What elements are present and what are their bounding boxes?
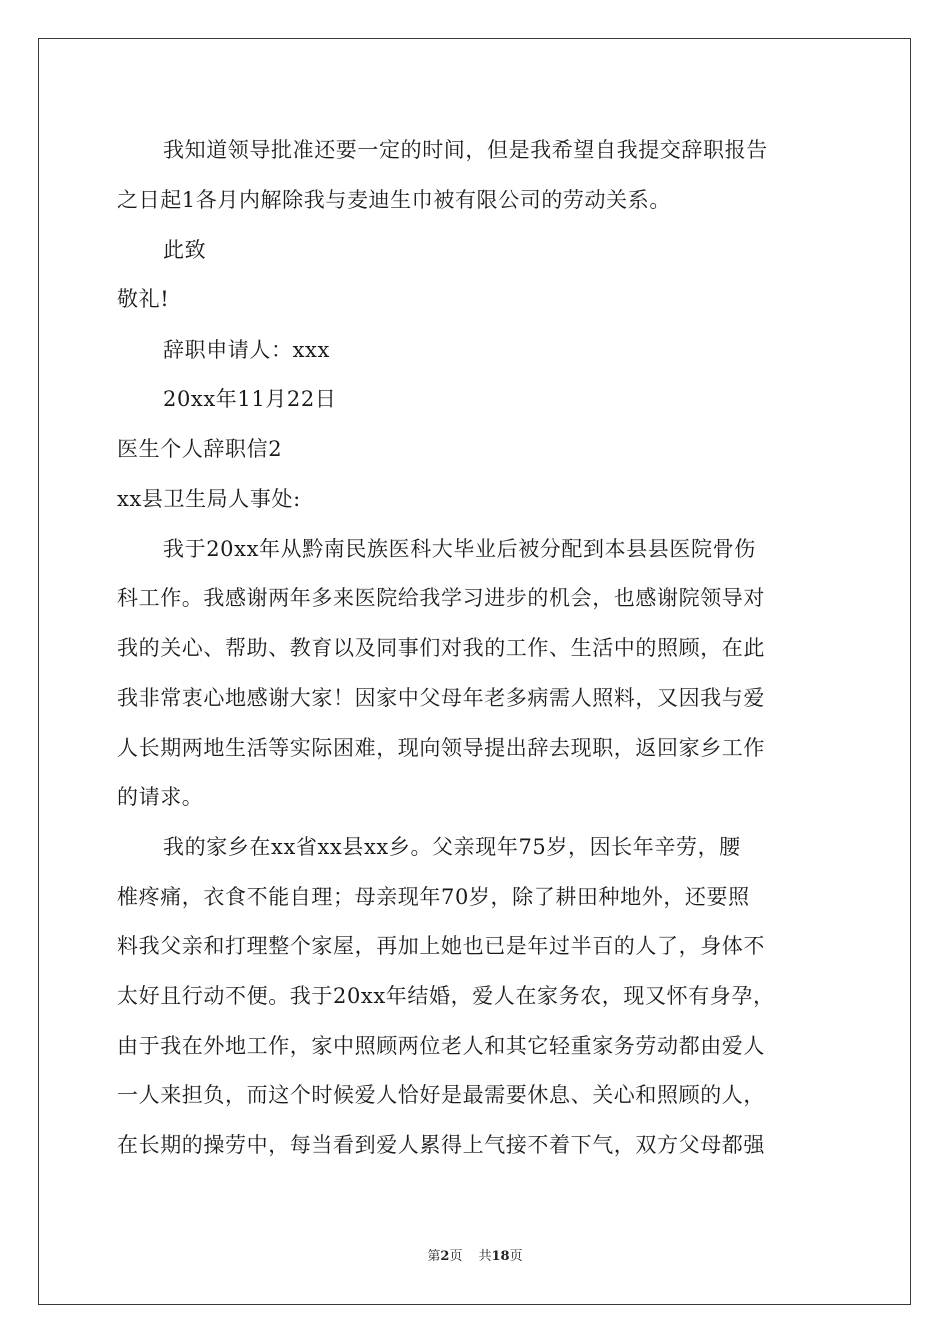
section-title: 医生个人辞职信2 [117,437,283,461]
page-suffix: 页 [449,1249,463,1264]
body-line: 在长期的操劳中，每当看到爱人累得上气接不着下气，双方父母都强 [117,1133,765,1157]
body-line: 太好且行动不便。我于20xx年结婚，爱人在家务农，现又怀有身孕， [117,984,775,1008]
signature-applicant: 辞职申请人：xxx [163,338,330,362]
body-line: 我非常衷心地感谢大家！因家中父母年老多病需人照料，又因我与爱 [117,686,765,710]
body-line: 我知道领导批准还要一定的时间，但是我希望自我提交辞职报告 [163,138,768,162]
body-line: 一人来担负，而这个时候爱人恰好是最需要休息、关心和照顾的人， [117,1083,765,1107]
body-line: 科工作。我感谢两年多来医院给我学习进步的机会，也感谢院领导对 [117,586,765,610]
page-footer [0,1248,950,1266]
total-suffix: 页 [509,1249,523,1264]
body-line: 我于20xx年从黔南民族医科大毕业后被分配到本县县医院骨伤 [163,537,756,561]
body-line: 人长期两地生活等实际困难，现向领导提出辞去现职，返回家乡工作 [117,736,765,760]
page-total: 18 [491,1249,510,1264]
page-prefix: 第 [427,1249,441,1264]
body-line: 我的关心、帮助、教育以及同事们对我的工作、生活中的照顾，在此 [117,636,765,660]
page-current: 2 [440,1249,450,1264]
closing-regards: 敬礼! [117,287,170,311]
body-line: 之日起1各月内解除我与麦迪生巾被有限公司的劳动关系。 [117,188,671,212]
page-border [38,38,911,1305]
body-line: 椎疼痛，衣食不能自理；母亲现年70岁，除了耕田种地外，还要照 [117,885,750,909]
signature-date: 20xx年11月22日 [163,387,337,411]
body-line: 料我父亲和打理整个家屋，再加上她也已是年过半百的人了，身体不 [117,934,765,958]
body-line: 的请求。 [117,785,204,809]
total-prefix: 共 [478,1249,492,1264]
body-line: 由于我在外地工作，家中照顾两位老人和其它轻重家务劳动都由爱人 [117,1034,765,1058]
recipient: xx县卫生局人事处: [117,487,301,511]
body-line: 我的家乡在xx省xx县xx乡。父亲现年75岁，因长年辛劳，腰 [163,835,741,859]
closing-salutation: 此致 [163,238,207,262]
